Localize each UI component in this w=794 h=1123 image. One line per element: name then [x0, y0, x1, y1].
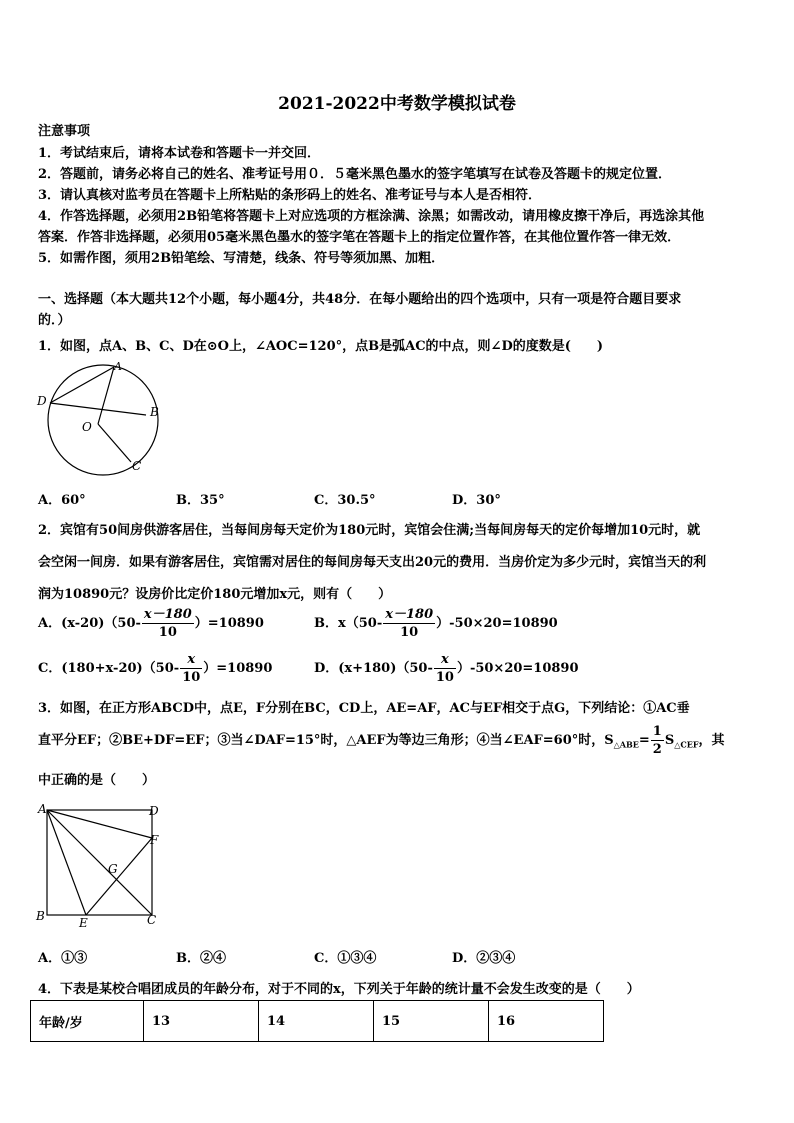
table-row: [31, 1001, 604, 1042]
table-cell: 13: [144, 1001, 259, 1042]
q2-d-num: x: [434, 651, 456, 669]
q2-option-d: [314, 651, 579, 686]
table-cell: 15: [374, 1001, 489, 1042]
circle-o: [48, 365, 158, 475]
q3-eq: =: [638, 733, 650, 748]
label-b: B: [36, 909, 45, 923]
label-o: O: [82, 420, 92, 434]
page-title: 2021-2022中考数学模拟试卷: [278, 94, 516, 114]
q3-frac-num: 1: [652, 724, 662, 739]
age-table: [30, 1000, 604, 1042]
q3-stem-line1: 3．如图，在正方形ABCD中，点E，F分别在BC，CD上，AE=AF，AC与EF相交于点G，下列结论：①AC垂: [38, 701, 690, 716]
label-c: C: [147, 913, 157, 927]
table-cell: 年龄/岁: [31, 1001, 144, 1042]
q3-stem-line3: 中正确的是（ ）: [38, 773, 156, 788]
label-d: D: [37, 394, 47, 408]
q2-c-post: ）=10890: [203, 661, 273, 676]
label-a: A: [38, 802, 47, 816]
label-a: A: [114, 360, 122, 373]
notice-heading: 注意事项: [38, 124, 91, 139]
q2-a-num: x－180: [143, 607, 192, 622]
q2-c-num: x: [180, 651, 202, 669]
label-f: F: [150, 833, 159, 847]
label-c: C: [132, 459, 142, 473]
q2-d-den: 10: [435, 670, 454, 685]
q3-frac-den: 2: [652, 742, 662, 757]
notice-item: 1．考试结束后，请将本试卷和答题卡一并交回．: [38, 146, 321, 161]
label-e: E: [79, 916, 88, 930]
notice-item: 答案．作答非选择题，必须用05毫米黑色墨水的签字笔在答题卡上的指定位置作答，在其他位置作答一律无效．: [38, 230, 681, 245]
notice-item: 2．答题前，请务必将自己的姓名、准考证号用０．５毫米黑色墨水的签字笔填写在试卷及答题卡的规定位置．: [38, 167, 672, 182]
line-ae: [47, 810, 86, 915]
q3-option-b: B．②④: [176, 951, 226, 966]
table-cell: 16: [489, 1001, 604, 1042]
q2-stem-line1: 2．宾馆有50间房供游客居住，当每间房每天定价为180元时，宾馆会住满;当每间房每天的定价每增加10元时，就: [38, 523, 701, 538]
line-oc: [98, 424, 131, 462]
q3-option-a: A．①③: [38, 951, 88, 966]
q2-a-pre: A．(x-20)（50-: [38, 616, 141, 631]
q2-option-c: [38, 651, 272, 686]
q1-stem: 1．如图，点A、B、C、D在⊙O上，∠AOC=120°，点B是弧AC的中点，则∠D的度数是( ): [38, 339, 604, 354]
line-db: [50, 403, 146, 415]
q3-stem-line2: [38, 723, 725, 758]
q2-b-post: ）-50×20=10890: [436, 616, 558, 631]
section-heading: 一、选择题（本大题共12个小题，每小题4分，共48分．在每小题给出的四个选项中，只有一项是符合题目要求: [38, 292, 682, 307]
notice-item: 3．请认真核对监考员在答题卡上所粘贴的条形码上的姓名、准考证号与本人是否相符．: [38, 188, 542, 203]
q1-option-c: C．30.5°: [314, 493, 376, 508]
q1-option-b: B．35°: [176, 493, 225, 508]
q2-b-num: x－180: [385, 607, 434, 622]
table-cell: 14: [259, 1001, 374, 1042]
q2-b-pre: B．x（50-: [314, 616, 383, 631]
q1-option-a: A．60°: [38, 493, 86, 508]
q3-sub-cef: △CEF: [674, 739, 699, 750]
line-da: [50, 367, 114, 403]
q2-a-post: ）=10890: [194, 616, 264, 631]
line-ef: [86, 838, 152, 915]
q4-stem: 4．下表是某校合唱团成员的年龄分布，对于不同的x，下列关于年龄的统计量不会发生改变的是（ ）: [38, 982, 640, 997]
q2-option-a: [38, 606, 264, 641]
label-g: G: [108, 862, 118, 876]
section-heading-cont: 的．）: [38, 313, 71, 328]
q3-option-d: D．②③④: [452, 951, 516, 966]
q3-line2-pre: 直平分EF；②BE+DF=EF；③当∠DAF=15°时，△AEF为等边三角形；④当∠EAF=60°时，S: [38, 733, 614, 748]
q2-stem-line3: 润为10890元？设房价比定价180元增加x元，则有（ ）: [38, 587, 392, 602]
q2-stem-line2: 会空闲一间房．如果有游客居住，宾馆需对居住的每间房每天支出20元的费用．当房价定为多少元时，宾馆当天的利: [38, 555, 707, 570]
label-b: B: [150, 405, 159, 419]
line-af: [47, 810, 152, 838]
q1-option-d: D．30°: [452, 493, 501, 508]
q2-a-den: 10: [158, 625, 177, 640]
label-d: D: [149, 804, 159, 818]
q2-c-den: 10: [182, 670, 201, 685]
q3-s: S: [664, 733, 675, 748]
notice-item: 4．作答选择题，必须用2B铅笔将答题卡上对应选项的方框涂满、涂黑；如需改动，请用橡皮擦干净后，再选涂其他: [38, 209, 705, 224]
q2-b-den: 10: [400, 625, 419, 640]
notice-item: 5．如需作图，须用2B铅笔绘、写清楚，线条、符号等须加黑、加粗．: [38, 251, 445, 266]
q2-d-post: ）-50×20=10890: [456, 661, 579, 676]
q3-sub-abe: △ABE: [613, 739, 639, 750]
q1-circle-figure: [34, 358, 174, 478]
q2-c-pre: C．(180+x-20)（50-: [38, 661, 180, 676]
q3-option-c: C．①③④: [314, 951, 377, 966]
q2-option-b: [314, 606, 558, 641]
q3-line2-post: ，其: [698, 733, 725, 748]
q2-d-pre: D．(x+180)（50-: [314, 661, 433, 676]
q3-square-figure: [34, 800, 169, 930]
line-oa: [98, 367, 114, 424]
